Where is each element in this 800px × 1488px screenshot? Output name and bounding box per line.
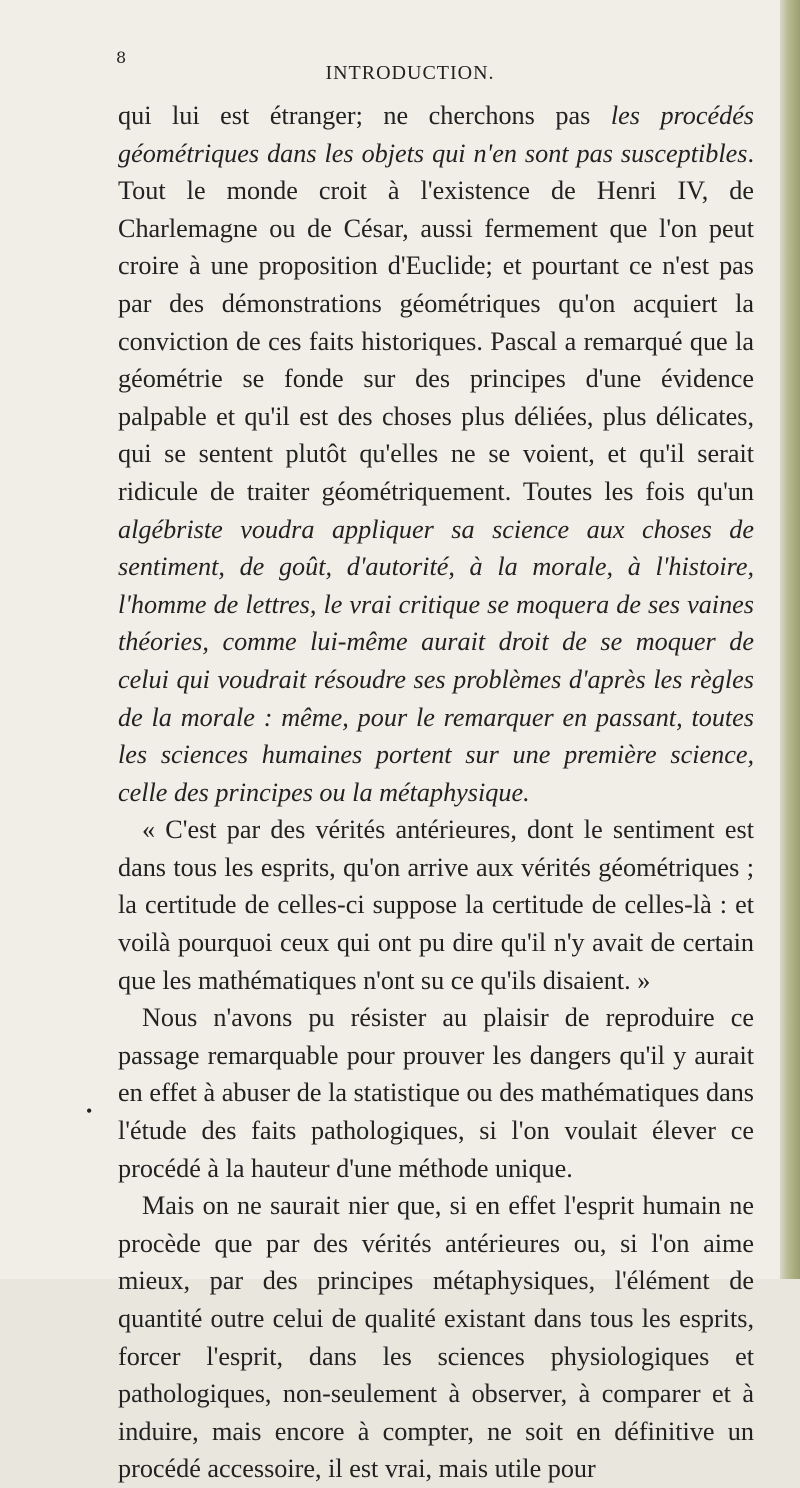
paragraph-1-italic-b: algébriste voudra appliquer sa science aux choses de sentiment, de goût, d'autorité, à la morale, à l'histoire, l'homme de lettres, le vrai critique se moquera de ses vaines théories, comme lui-même aurait droit de se moquer de celui qui voudrait résoudre ses problèmes d'après les règles de la morale : même, pour le remarquer en passant, toutes les sciences humaines portent sur une première science, celle des principes ou la métaphysique. — [118, 514, 754, 807]
paragraph-2-quote: « C'est par des vérités antérieures, dont le sentiment est dans tous les esprits, qu'on arrive aux vérités géométriques ; la certitude de celles-ci suppose la certitude de celles-là : et voilà pourquoi ceux qui ont pu dire qu'il n'y avait de certain que les mathématiques n'ont su ce qu'ils disaient. » — [118, 815, 754, 995]
paragraph-3: Nous n'avons pu résister au plaisir de reproduire ce passage remarquable pour prouver les dangers qu'il y aurait en effet à abuser de la statistique ou des mathématiques dans l'étude des faits pathologiques, si l'on voulait élever ce procédé à la hauteur d'une méthode unique. — [118, 1003, 754, 1183]
page-edge — [780, 0, 800, 1279]
running-head: INTRODUCTION. — [325, 62, 495, 84]
page-number: 8 — [116, 48, 127, 67]
paragraph-1-text-a: qui lui est étranger; ne cherchons pas — [118, 101, 611, 130]
paragraph-1-italic-a: les procédés géométriques dans les objets qui n'en sont pas susceptibles — [118, 101, 755, 168]
margin-mark: • — [86, 1101, 93, 1121]
paragraph-1-text-b: . Tout le monde croit à l'existence de Henri IV, de Charlemagne ou de César, aussi fermement que l'on peut croire à une proposition d'Euclide; et pourtant ce n'est pas par des démonstrations géométriques qu'on acquiert la conviction de ces faits historiques. Pascal a remarqué que la géométrie se fonde sur des principes d'une évidence palpable et qu'il est des choses plus déliées, plus délicates, qui se sentent plutôt qu'elles ne se voient, et qu'il serait ridicule de traiter géométriquement. Toutes les fois qu'un — [118, 138, 754, 506]
paragraph-4: Mais on ne saurait nier que, si en effet l'esprit humain ne procède que par des vérités antérieures ou, si l'on aime mieux, par des principes métaphysiques, l'élément de quantité outre celui de qualité existant dans tous les esprits, forcer l'esprit, dans les sciences physiologiques et pathologiques, non-seulement à observer, à comparer et à induire, mais encore à compter, ne soit en définitive un procédé accessoire, il est vrai, mais utile pour — [118, 1191, 754, 1484]
body-text — [118, 97, 754, 1488]
page-header — [100, 48, 720, 88]
paragraph-1 — [118, 97, 754, 811]
